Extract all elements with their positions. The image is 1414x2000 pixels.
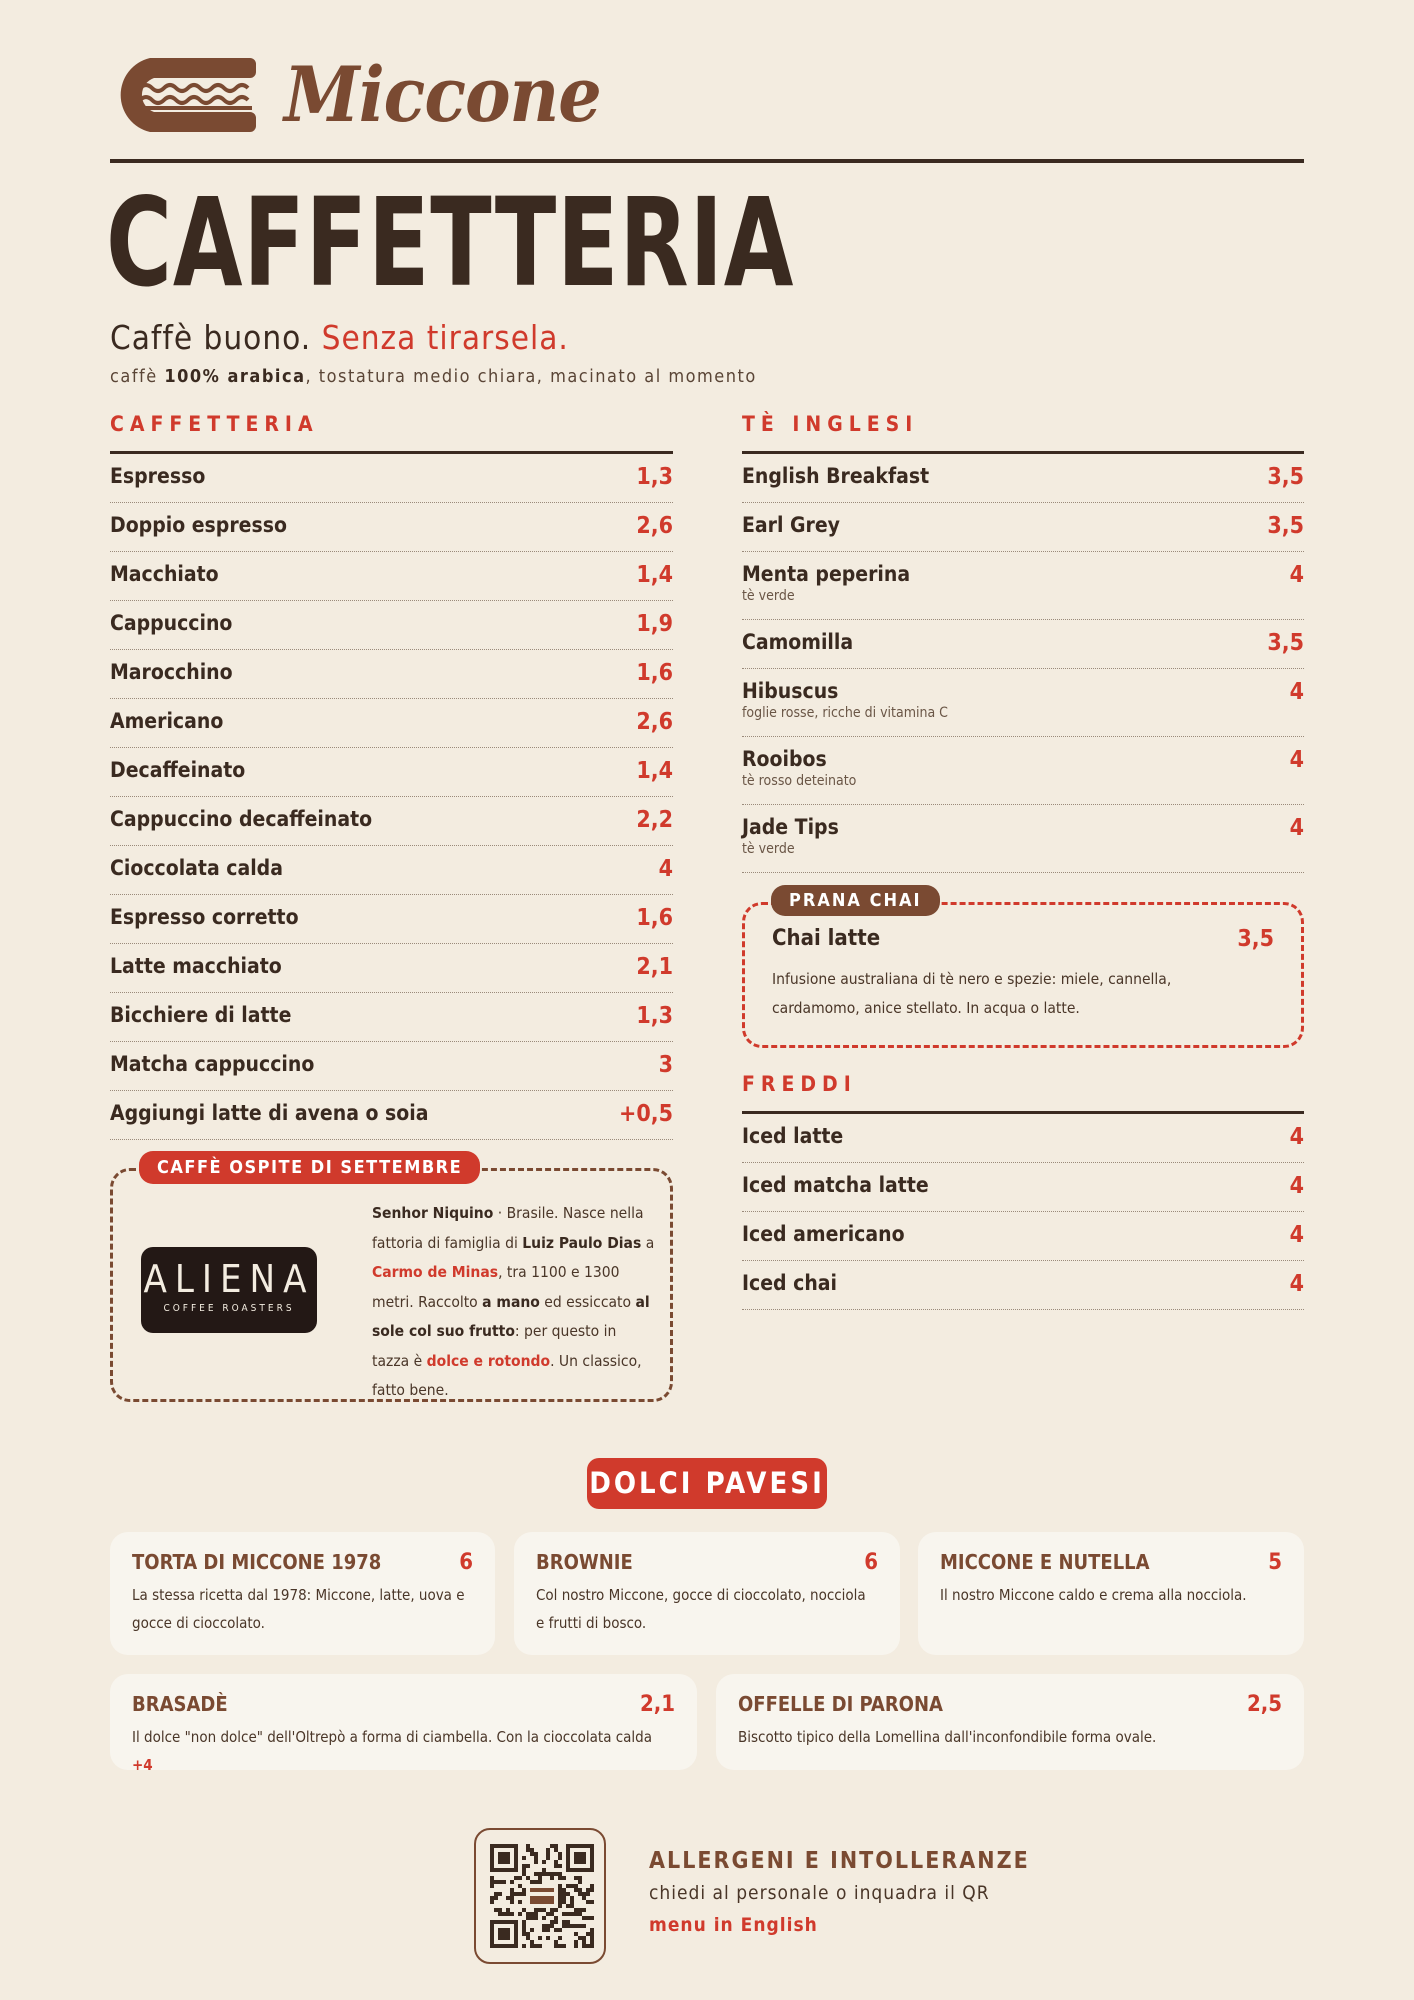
menu-item xyxy=(110,895,673,944)
menu-item-text xyxy=(742,1124,843,1148)
menu-item-name: Menta peperina xyxy=(742,562,911,586)
menu-item-note: tè verde xyxy=(742,588,795,604)
prana-chai-tag: PRANA CHAI xyxy=(771,885,940,916)
freddi-list xyxy=(742,1114,1304,1310)
menu-item xyxy=(110,601,673,650)
menu-item-price: 1,3 xyxy=(636,1003,673,1029)
menu-item-name: Decaffeinato xyxy=(110,758,246,782)
menu-item-name: Iced matcha latte xyxy=(742,1173,929,1197)
dessert-extra-price: +4 xyxy=(132,1756,153,1774)
menu-item-text xyxy=(110,1003,291,1027)
aliena-logo-sub: COFFEE ROASTERS xyxy=(163,1303,295,1314)
dessert-name: OFFELLE DI PARONA xyxy=(738,1692,943,1716)
menu-item xyxy=(110,503,673,552)
menu-item-price: 4 xyxy=(1289,679,1304,705)
dessert-price: 2,5 xyxy=(1246,1692,1282,1717)
te-list xyxy=(742,454,1304,873)
menu-item xyxy=(742,1163,1304,1212)
menu-item xyxy=(110,1042,673,1091)
menu-item-text xyxy=(110,807,372,831)
menu-item-name: Iced chai xyxy=(742,1271,838,1295)
menu-item-text xyxy=(742,747,856,789)
menu-item xyxy=(110,1091,673,1140)
desc-part: , tra 1100 e 1300 metri. Raccolto xyxy=(372,1263,620,1311)
menu-item-text xyxy=(110,905,299,929)
menu-item xyxy=(110,552,673,601)
menu-item-note: foglie rosse, ricche di vitamina C xyxy=(742,705,948,721)
dessert-name: BRASADÈ xyxy=(132,1692,228,1716)
menu-item-price: 2,6 xyxy=(636,709,673,735)
menu-item-text xyxy=(742,562,910,604)
section-title: TÈ INGLESI xyxy=(742,412,919,436)
menu-item-price: 1,6 xyxy=(636,660,673,686)
guest-coffee-description xyxy=(372,1199,657,1406)
desc-part: : per questo in tazza è xyxy=(372,1322,617,1370)
dessert-price: 6 xyxy=(459,1550,473,1575)
menu-item-name: Hibuscus xyxy=(742,679,839,703)
subtag-pre: caffè xyxy=(110,366,165,387)
menu-item-name: English Breakfast xyxy=(742,464,930,488)
dessert-card xyxy=(716,1674,1304,1770)
dessert-description xyxy=(132,1723,675,1779)
menu-item-text xyxy=(742,464,929,488)
menu-item-price: +0,5 xyxy=(619,1101,673,1127)
menu-item-name: Rooibos xyxy=(742,747,827,771)
menu-item-price: 1,4 xyxy=(636,758,673,784)
menu-item-price: 2,1 xyxy=(636,954,673,980)
menu-item xyxy=(110,699,673,748)
dessert-price: 6 xyxy=(864,1550,878,1575)
menu-item-price: 2,2 xyxy=(636,807,673,833)
menu-item xyxy=(110,797,673,846)
allergen-subtitle: chiedi al personale o inquadra il QR xyxy=(649,1882,990,1904)
desc-accent: dolce e rotondo xyxy=(426,1351,551,1370)
dessert-name: TORTA DI MICCONE 1978 xyxy=(132,1550,382,1574)
desc-part: a xyxy=(641,1233,655,1252)
menu-item-text xyxy=(110,562,219,586)
menu-item-price: 1,9 xyxy=(636,611,673,637)
menu-item-name: Americano xyxy=(110,709,224,733)
menu-page xyxy=(106,0,1304,2000)
brand-name: Miccone xyxy=(284,50,601,139)
freddi-section xyxy=(742,1072,1304,1310)
miccone-bread-icon xyxy=(110,54,256,136)
menu-item xyxy=(110,650,673,699)
menu-item xyxy=(110,944,673,993)
menu-item xyxy=(110,748,673,797)
menu-item-name: Jade Tips xyxy=(742,815,839,839)
desc-part: · Brasile. Nasce nella fattoria di famiglia di xyxy=(372,1204,644,1252)
farmer-name: Luiz Paulo Dias xyxy=(522,1233,642,1252)
menu-item xyxy=(110,846,673,895)
dessert-description: La stessa ricetta dal 1978: Miccone, latte, uova e gocce di cioccolato. xyxy=(132,1586,465,1632)
menu-item-text xyxy=(110,660,233,684)
tagline-main: Caffè buono. xyxy=(110,318,312,357)
menu-item-text xyxy=(110,758,245,782)
menu-item-name: Iced americano xyxy=(742,1222,905,1246)
subtag-post: , tostatura medio chiara, macinato al momento xyxy=(305,366,757,387)
menu-item-price: 1,6 xyxy=(636,905,673,931)
allergen-qr-code[interactable] xyxy=(474,1828,606,1964)
menu-item-price: 4 xyxy=(1289,747,1304,773)
menu-item-name: Latte macchiato xyxy=(110,954,282,978)
allergen-title: ALLERGENI E INTOLLERANZE xyxy=(649,1848,1030,1874)
dessert-description-text: Il dolce "non dolce" dell'Oltrepò a forma di ciambella. Con la cioccolata calda xyxy=(132,1728,653,1746)
desc-part: ed essiccato xyxy=(539,1292,636,1311)
menu-item-note: tè rosso deteinato xyxy=(742,773,857,789)
menu-item-text xyxy=(110,709,223,733)
menu-item-text xyxy=(110,513,287,537)
dolci-title: DOLCI PAVESI xyxy=(587,1458,827,1509)
brand-logo xyxy=(110,50,601,139)
menu-item-name: Cioccolata calda xyxy=(110,856,283,880)
desc-bold: al sole col suo frutto xyxy=(372,1292,650,1340)
menu-item-price: 1,3 xyxy=(636,464,673,490)
coffee-name: Senhor Niquino xyxy=(372,1204,494,1222)
dessert-card xyxy=(110,1674,697,1774)
menu-item-price: 3,5 xyxy=(1267,513,1304,539)
english-menu-link[interactable]: menu in English xyxy=(649,1914,818,1936)
dessert-card xyxy=(514,1532,900,1655)
menu-item-price: 4 xyxy=(1289,1124,1304,1150)
dessert-card xyxy=(918,1532,1304,1655)
menu-item xyxy=(742,454,1304,503)
menu-item-name: Earl Grey xyxy=(742,513,840,537)
menu-item-price: 4 xyxy=(1289,1173,1304,1199)
caffetteria-section xyxy=(110,412,673,1140)
chai-price: 3,5 xyxy=(1237,926,1274,952)
menu-item xyxy=(742,620,1304,669)
subtagline xyxy=(110,366,757,387)
menu-item-name: Iced latte xyxy=(742,1124,844,1148)
menu-item-price: 3,5 xyxy=(1267,464,1304,490)
menu-item-price: 4 xyxy=(1289,562,1304,588)
guest-coffee-tag: CAFFÈ OSPITE DI SETTEMBRE xyxy=(139,1151,480,1184)
chai-description: Infusione australiana di tè nero e spezie: miele, cannella, cardamomo, anice stellato. In acqua o latte. xyxy=(772,970,1172,1017)
menu-item-text xyxy=(110,954,282,978)
menu-item-price: 4 xyxy=(1289,815,1304,841)
menu-item-name: Cappuccino decaffeinato xyxy=(110,807,373,831)
dessert-description: Il nostro Miccone caldo e crema alla nocciola. xyxy=(940,1586,1247,1604)
tagline xyxy=(110,318,569,357)
dessert-name: MICCONE E NUTELLA xyxy=(940,1550,1150,1574)
dessert-description: Biscotto tipico della Lomellina dall'inconfondibile forma ovale. xyxy=(738,1728,1157,1746)
origin-name: Carmo de Minas xyxy=(372,1263,499,1281)
header-divider xyxy=(110,159,1304,163)
menu-item xyxy=(742,503,1304,552)
menu-item-name: Doppio espresso xyxy=(110,513,287,537)
prana-chai-box xyxy=(742,890,1304,1048)
menu-item-price: 1,4 xyxy=(636,562,673,588)
menu-item-text xyxy=(110,464,205,488)
dessert-card xyxy=(110,1532,495,1655)
section-title: CAFFETTERIA xyxy=(110,412,319,436)
menu-item xyxy=(742,552,1304,620)
menu-item-price: 4 xyxy=(1289,1271,1304,1297)
chai-name: Chai latte xyxy=(772,926,881,951)
menu-item-text xyxy=(110,856,283,880)
menu-item-name: Marocchino xyxy=(110,660,233,684)
aliena-logo-main: ALIENA xyxy=(143,1257,315,1301)
dessert-price: 5 xyxy=(1268,1550,1282,1575)
menu-item-price: 4 xyxy=(658,856,673,882)
menu-item-name: Camomilla xyxy=(742,630,854,654)
menu-item-name: Matcha cappuccino xyxy=(110,1052,315,1076)
menu-item-text xyxy=(742,1222,905,1246)
aliena-logo xyxy=(141,1247,317,1333)
menu-item-name: Bicchiere di latte xyxy=(110,1003,292,1027)
tagline-accent: Senza tirarsela. xyxy=(321,318,569,357)
menu-item xyxy=(742,1212,1304,1261)
menu-item-name: Espresso xyxy=(110,464,206,488)
menu-item xyxy=(742,1114,1304,1163)
menu-item-price: 3 xyxy=(658,1052,673,1078)
menu-item-text xyxy=(742,630,853,654)
menu-item-text xyxy=(742,815,839,857)
te-section xyxy=(742,412,1304,873)
desc-bold: a mano xyxy=(482,1292,540,1311)
menu-item-name: Macchiato xyxy=(110,562,219,586)
guest-coffee-box xyxy=(110,1157,673,1402)
dessert-price: 2,1 xyxy=(639,1692,675,1717)
menu-item-name: Cappuccino xyxy=(110,611,233,635)
menu-item xyxy=(742,737,1304,805)
menu-item-name: Aggiungi latte di avena o soia xyxy=(110,1101,429,1125)
desc-part: . Un classico, fatto bene. xyxy=(372,1351,642,1399)
menu-item-text xyxy=(110,1052,314,1076)
caffetteria-list xyxy=(110,454,673,1140)
page-title: CAFFETTERIA xyxy=(106,172,795,314)
menu-item-name: Espresso corretto xyxy=(110,905,299,929)
menu-item-text xyxy=(110,1101,429,1125)
menu-item-text xyxy=(742,1173,929,1197)
menu-item-note: tè verde xyxy=(742,841,795,857)
menu-item-text xyxy=(110,611,232,635)
menu-item-text xyxy=(742,1271,837,1295)
menu-item-text xyxy=(742,513,840,537)
menu-item-price: 2,6 xyxy=(636,513,673,539)
menu-item xyxy=(742,805,1304,873)
menu-item xyxy=(742,1261,1304,1310)
menu-item xyxy=(110,454,673,503)
qr-code-icon xyxy=(490,1844,594,1948)
dessert-description: Col nostro Miccone, gocce di cioccolato, nocciola e frutti di bosco. xyxy=(536,1586,866,1632)
dessert-name: BROWNIE xyxy=(536,1550,633,1574)
menu-item-price: 3,5 xyxy=(1267,630,1304,656)
section-title: FREDDI xyxy=(742,1072,857,1096)
menu-item xyxy=(110,993,673,1042)
menu-item-text xyxy=(742,679,948,721)
menu-item xyxy=(742,669,1304,737)
subtag-bold: 100% arabica xyxy=(164,366,306,387)
menu-item-price: 4 xyxy=(1289,1222,1304,1248)
